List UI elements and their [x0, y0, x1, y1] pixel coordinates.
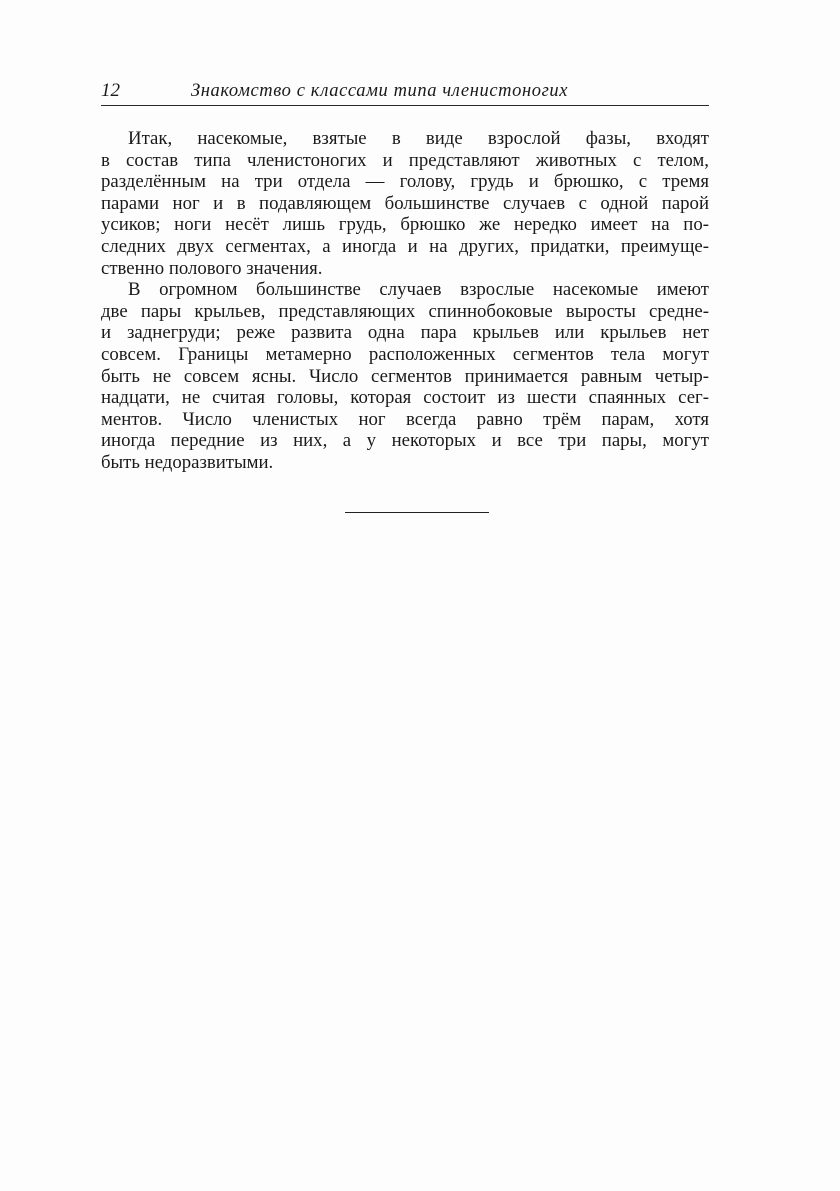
text-line: ментов. Число членистых ног всегда равно трём парам, хотя: [101, 408, 709, 430]
text-line: в состав типа членистоногих и представляют животных с телом,: [101, 149, 709, 171]
body-text: [101, 128, 709, 474]
text-line: и заднегруди; реже развита одна пара крыльев или крыльев нет: [101, 322, 709, 344]
text-line: иногда передние из них, а у некоторых и все три пары, могут: [101, 430, 709, 452]
text-line: следних двух сегментах, а иногда и на других, придатки, преимуще-: [101, 235, 709, 257]
paragraph-2: [101, 279, 709, 473]
running-title: Знакомство с классами типа членистоногих: [191, 81, 569, 101]
text-line: совсем. Границы метамерно расположенных сегментов тела могут: [101, 343, 709, 365]
text-line: парами ног и в подавляющем большинстве случаев с одной парой: [101, 192, 709, 214]
page-number: 12: [101, 80, 120, 101]
text-line: быть недоразвитыми.: [101, 451, 274, 473]
text-line: быть не совсем ясны. Число сегментов принимается равным четыр-: [101, 365, 709, 387]
running-head: [101, 80, 709, 104]
text-line: Итак, насекомые, взятые в виде взрослой фазы, входят: [128, 128, 709, 149]
text-line: надцати, не считая головы, которая состоит из шести спаянных сег-: [101, 387, 709, 409]
paragraph-1: [101, 128, 709, 279]
text-line: В огромном большинстве случаев взрослые насекомые имеют: [128, 279, 709, 301]
text-line: две пары крыльев, представляющих спиннобоковые выросты средне-: [101, 300, 709, 322]
header-rule: [101, 105, 709, 106]
text-line: ственно полового значения.: [101, 257, 323, 279]
text-line: усиков; ноги несёт лишь грудь, брюшко же нередко имеет на по-: [101, 214, 709, 236]
closing-rule: [345, 512, 489, 513]
text-line: разделённым на три отдела — голову, грудь и брюшко, с тремя: [101, 171, 709, 193]
